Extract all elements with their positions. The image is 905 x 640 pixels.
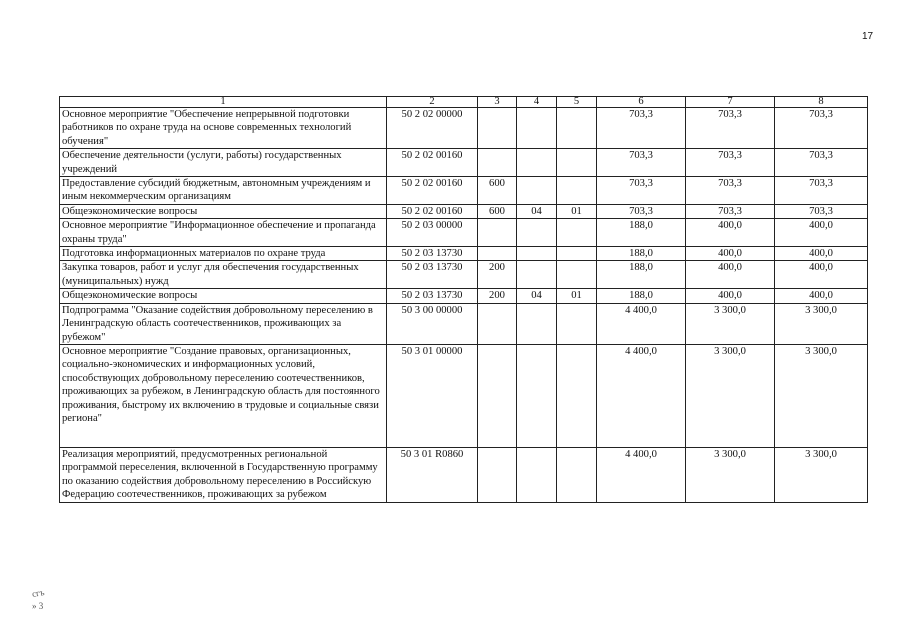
row-col-3: 200	[478, 261, 517, 289]
header-col-1: 1	[60, 97, 387, 108]
row-code: 50 2 02 00160	[387, 149, 478, 177]
table-row	[60, 108, 868, 149]
row-name: Закупка товаров, работ и услуг для обеспечения государственных (муниципальных) нужд	[60, 261, 387, 289]
row-value-6: 4 400,0	[597, 344, 686, 447]
row-name: Основное мероприятие "Создание правовых, организационных, социально-экономических и информационных условий, способствующих добровольному переселению соотечественников, проживающих за рубежом, в Ленинградскую область для постоянного проживания, быстрому их включению в трудовые и социальные связи региона"	[60, 344, 387, 447]
row-col-3: 200	[478, 289, 517, 303]
row-col-4	[517, 108, 557, 149]
row-value-6: 188,0	[597, 261, 686, 289]
row-value-7: 3 300,0	[686, 447, 775, 502]
row-code: 50 2 03 13730	[387, 261, 478, 289]
row-value-8: 400,0	[775, 247, 868, 261]
row-code: 50 2 03 13730	[387, 247, 478, 261]
row-value-7: 703,3	[686, 177, 775, 205]
row-value-7: 400,0	[686, 261, 775, 289]
row-col-4	[517, 344, 557, 447]
row-col-5	[557, 303, 597, 344]
row-name: Подготовка информационных материалов по охране труда	[60, 247, 387, 261]
row-code: 50 2 03 00000	[387, 219, 478, 247]
row-value-8: 703,3	[775, 204, 868, 218]
row-col-4	[517, 303, 557, 344]
header-col-5: 5	[557, 97, 597, 108]
row-col-4	[517, 261, 557, 289]
row-col-3	[478, 247, 517, 261]
row-col-5	[557, 344, 597, 447]
row-value-6: 188,0	[597, 219, 686, 247]
header-col-3: 3	[478, 97, 517, 108]
row-col-4	[517, 149, 557, 177]
header-col-2: 2	[387, 97, 478, 108]
row-value-6: 4 400,0	[597, 447, 686, 502]
row-value-8: 400,0	[775, 219, 868, 247]
table-row	[60, 204, 868, 218]
row-value-7: 3 300,0	[686, 303, 775, 344]
table-row	[60, 447, 868, 502]
row-value-8: 3 300,0	[775, 447, 868, 502]
row-col-5	[557, 247, 597, 261]
row-value-6: 703,3	[597, 108, 686, 149]
row-col-5	[557, 219, 597, 247]
margin-mark: сгъ	[31, 587, 45, 599]
row-col-5: 01	[557, 204, 597, 218]
row-name: Подпрограмма "Оказание содействия добровольному переселению в Ленинградскую область соотечественников, проживающих за рубежом"	[60, 303, 387, 344]
table-row	[60, 149, 868, 177]
row-col-5	[557, 447, 597, 502]
row-col-4: 04	[517, 289, 557, 303]
header-row	[60, 97, 868, 108]
row-name: Обеспечение деятельности (услуги, работы) государственных учреждений	[60, 149, 387, 177]
row-value-7: 3 300,0	[686, 344, 775, 447]
row-col-5: 01	[557, 289, 597, 303]
row-code: 50 3 00 00000	[387, 303, 478, 344]
row-col-3: 600	[478, 204, 517, 218]
row-value-6: 703,3	[597, 177, 686, 205]
row-code: 50 2 02 00160	[387, 177, 478, 205]
row-code: 50 3 01 00000	[387, 344, 478, 447]
row-code: 50 2 03 13730	[387, 289, 478, 303]
row-col-5	[557, 108, 597, 149]
row-value-7: 400,0	[686, 247, 775, 261]
row-col-3	[478, 344, 517, 447]
row-col-4: 04	[517, 204, 557, 218]
row-code: 50 2 02 00160	[387, 204, 478, 218]
row-name: Общеэкономические вопросы	[60, 289, 387, 303]
row-value-8: 3 300,0	[775, 303, 868, 344]
row-name: Общеэкономические вопросы	[60, 204, 387, 218]
row-value-8: 400,0	[775, 261, 868, 289]
row-value-6: 188,0	[597, 247, 686, 261]
row-col-3	[478, 219, 517, 247]
row-value-8: 3 300,0	[775, 344, 868, 447]
row-col-3	[478, 108, 517, 149]
row-col-4	[517, 447, 557, 502]
row-code: 50 3 01 R0860	[387, 447, 478, 502]
table-row	[60, 289, 868, 303]
row-value-6: 703,3	[597, 204, 686, 218]
row-col-3	[478, 303, 517, 344]
row-value-8: 703,3	[775, 149, 868, 177]
table-row	[60, 177, 868, 205]
row-value-6: 4 400,0	[597, 303, 686, 344]
row-col-3: 600	[478, 177, 517, 205]
row-name: Предоставление субсидий бюджетным, автономным учреждениям и иным некоммерческим организациям	[60, 177, 387, 205]
row-value-6: 703,3	[597, 149, 686, 177]
row-code: 50 2 02 00000	[387, 108, 478, 149]
row-col-3	[478, 149, 517, 177]
row-value-7: 703,3	[686, 204, 775, 218]
row-value-7: 703,3	[686, 108, 775, 149]
header-col-7: 7	[686, 97, 775, 108]
row-col-3	[478, 447, 517, 502]
row-value-8: 400,0	[775, 289, 868, 303]
row-col-5	[557, 177, 597, 205]
row-value-7: 703,3	[686, 149, 775, 177]
header-col-6: 6	[597, 97, 686, 108]
row-name: Основное мероприятие "Информационное обеспечение и пропаганда охраны труда"	[60, 219, 387, 247]
row-value-8: 703,3	[775, 108, 868, 149]
row-col-4	[517, 247, 557, 261]
table-row	[60, 247, 868, 261]
page-number: 17	[862, 31, 874, 42]
row-col-5	[557, 149, 597, 177]
margin-mark: » 3	[32, 601, 44, 611]
table-row	[60, 219, 868, 247]
table-row	[60, 303, 868, 344]
table-row	[60, 344, 868, 447]
header-col-4: 4	[517, 97, 557, 108]
row-value-7: 400,0	[686, 289, 775, 303]
table-row	[60, 261, 868, 289]
row-value-6: 188,0	[597, 289, 686, 303]
budget-table	[59, 96, 868, 503]
row-value-8: 703,3	[775, 177, 868, 205]
row-col-4	[517, 219, 557, 247]
row-value-7: 400,0	[686, 219, 775, 247]
row-name: Основное мероприятие "Обеспечение непрерывной подготовки работников по охране труда на основе современных технологий обучения"	[60, 108, 387, 149]
row-col-4	[517, 177, 557, 205]
row-col-5	[557, 261, 597, 289]
row-name: Реализация мероприятий, предусмотренных региональной программой переселения, включенной в Государственную программу по оказанию содействия добровольному переселению в Российскую Федерацию соотечественников, проживающих за рубежом	[60, 447, 387, 502]
header-col-8: 8	[775, 97, 868, 108]
